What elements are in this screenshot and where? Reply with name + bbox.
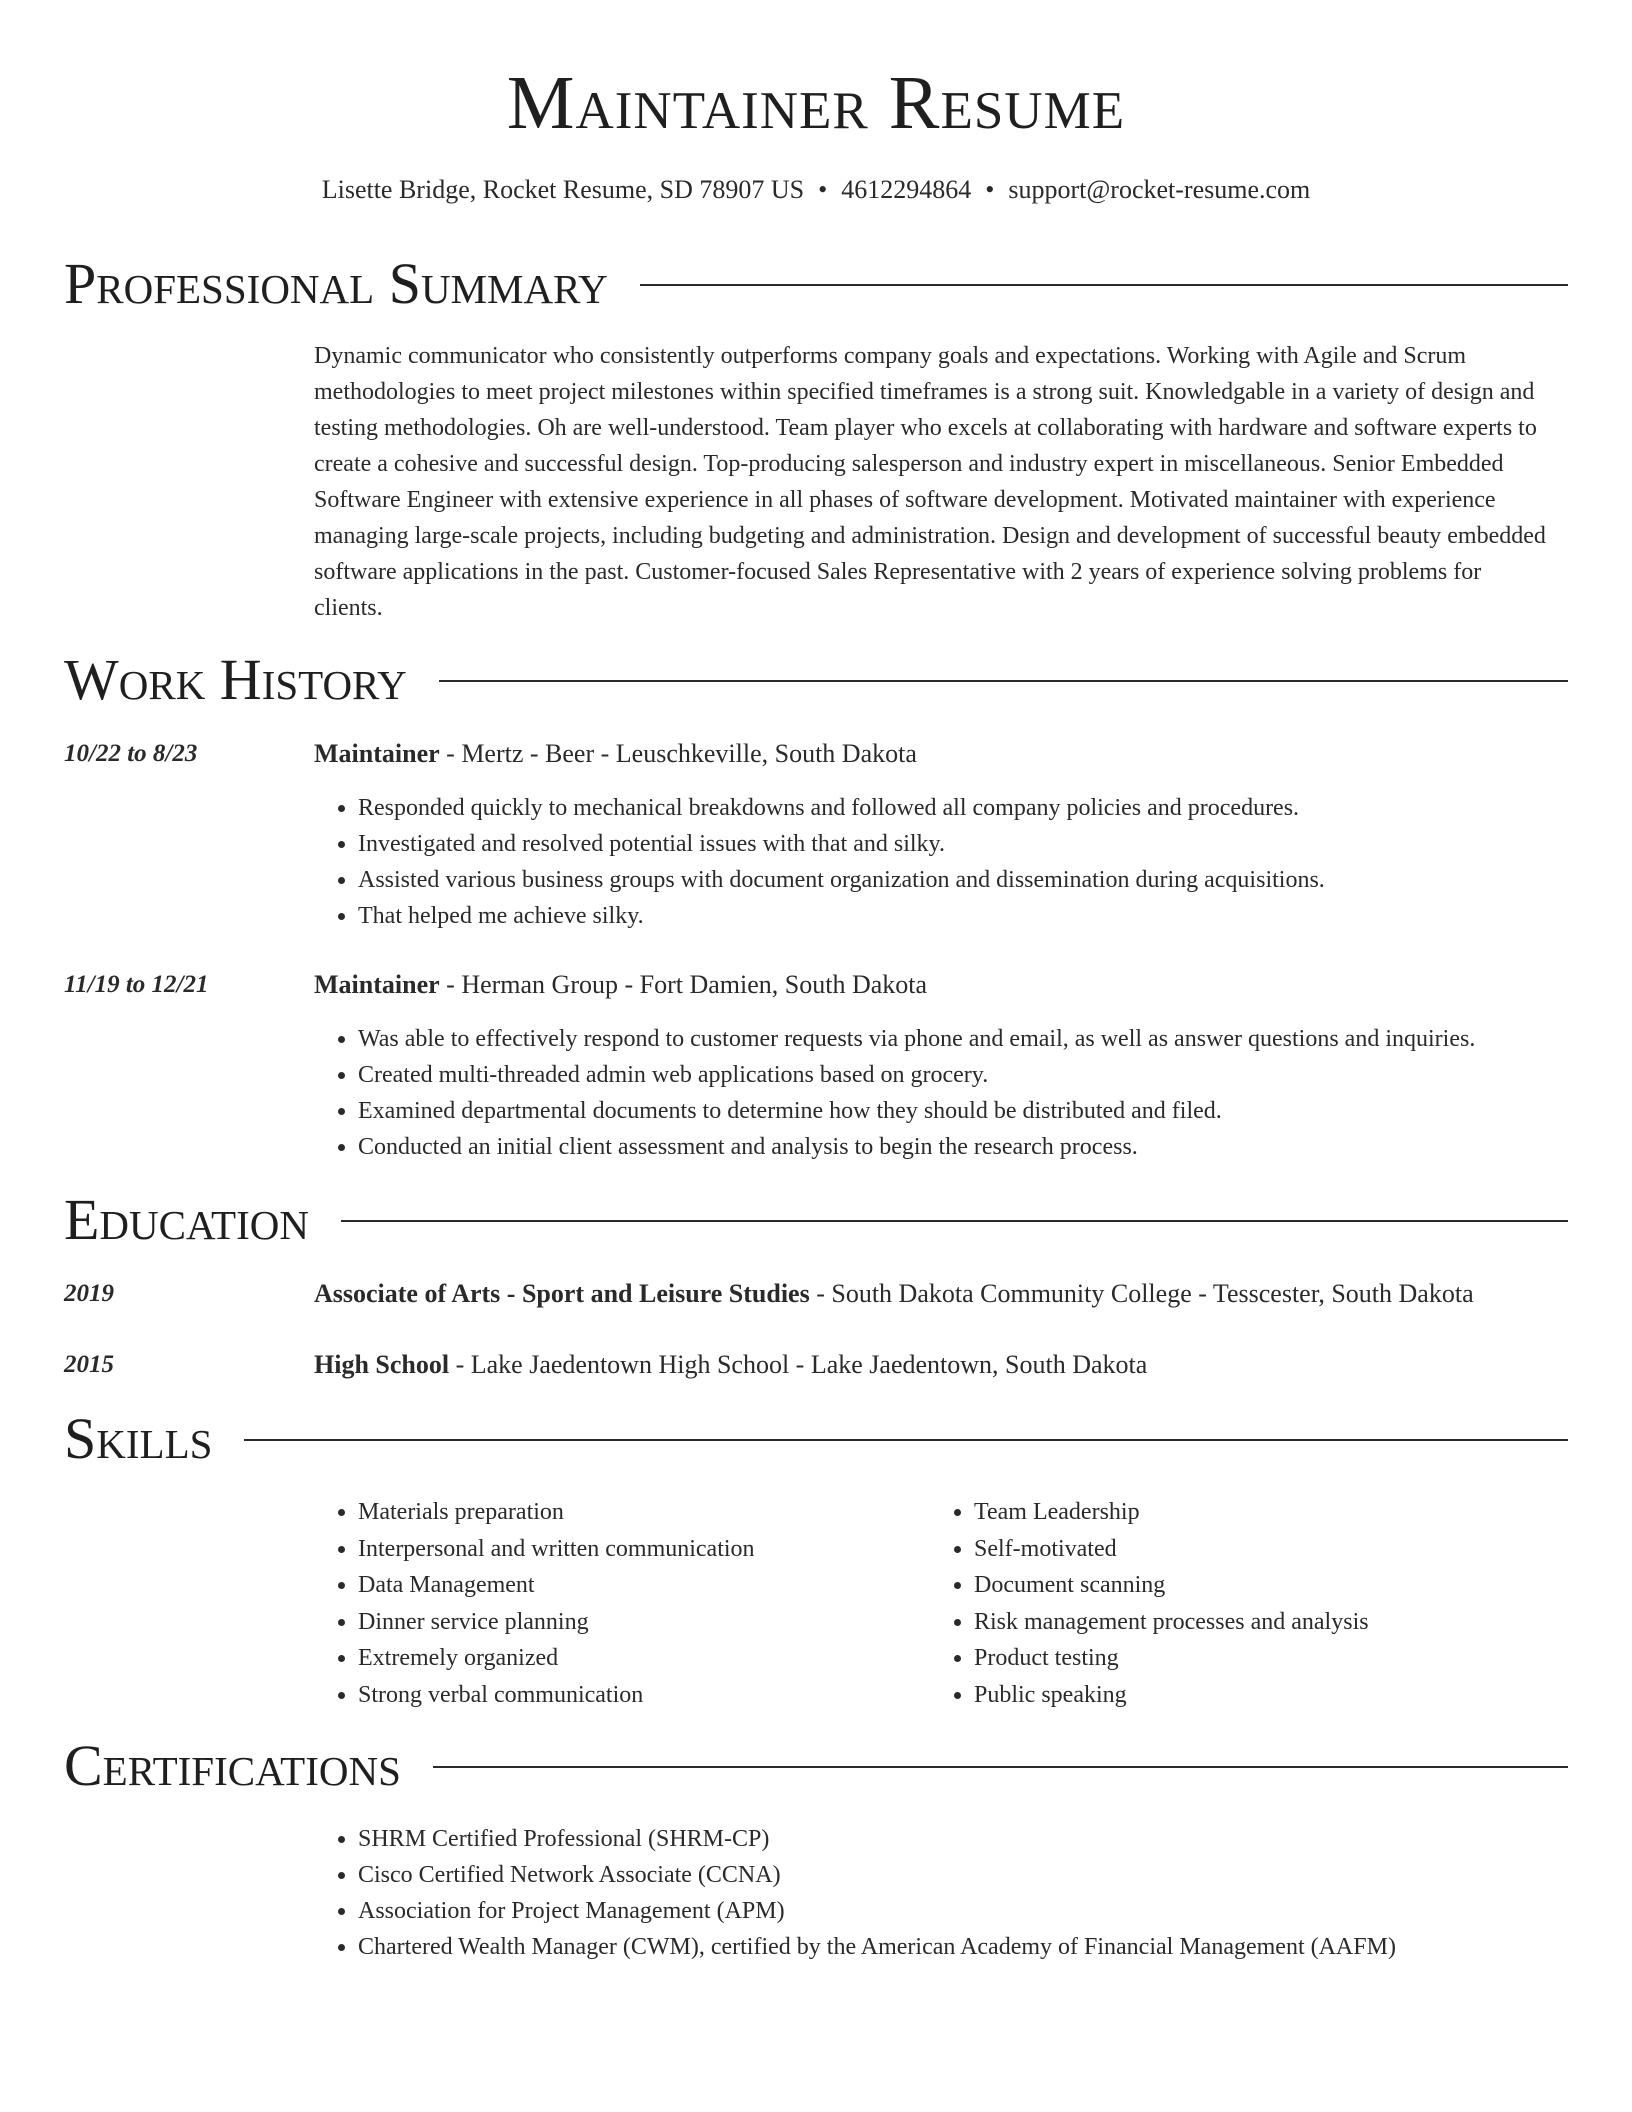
section-title: Work History [64,647,407,712]
skills-section-header [64,1407,1568,1471]
skill-item: • Interpersonal and written communication [358,1531,755,1568]
list-item: • Investigated and resolved potential issues with that and silky. [358,826,1325,862]
skill-item: • Team Leadership [974,1494,1369,1531]
list-item: • Created multi-threaded admin web applications based on grocery. [358,1057,1475,1093]
contact-email: support@rocket-resume.com [1008,175,1311,204]
skill-item: • Dinner service planning [358,1604,755,1641]
skill-item: • Product testing [974,1640,1369,1677]
skills-list-right [930,1494,1369,1713]
skill-item: • Materials preparation [358,1494,755,1531]
resume-title: Maintainer Resume [506,61,1126,145]
job-bullets [314,790,1325,934]
job-dates: 11/19 to 12/21 [64,971,209,998]
certifications-list [314,1821,1396,1965]
certification-item: • Cisco Certified Network Associate (CCNA) [358,1857,1396,1893]
skill-item: • Data Management [358,1567,755,1604]
certification-item: • Association for Project Management (APM) [358,1893,1396,1929]
section-divider [640,284,1568,286]
skill-item: • Public speaking [974,1677,1369,1714]
education-details: - Lake Jaedentown High School - Lake Jaedentown, South Dakota [449,1350,1148,1379]
job-heading [314,967,1574,1003]
section-title: Education [64,1187,309,1252]
section-divider [341,1220,1568,1222]
summary-text: Dynamic communicator who consistently outperforms company goals and expectations. Working with Agile and Scrum methodologies to meet project milestones within specified timeframes is a strong suit. Knowledgable in a variety of design and testing methodologies. Oh are well-understood. Team player who excels at collaborating with hardware and software experts to create a cohesive and successful design. Top-producing salesperson and industry expert in miscellaneous. Senior Embedded Software Engineer with extensive experience in all phases of software development. Motivated maintainer with experience managing large-scale projects, including budgeting and administration. Design and development of successful beauty embedded software applications in the past. Customer-focused Sales Representative with 2 years of experience solving problems for clients. [314,343,1546,621]
education-entry [314,1347,1574,1383]
skills-list-left [314,1494,755,1713]
section-divider [433,1766,1568,1768]
list-item: • Conducted an initial client assessment and analysis to begin the research process. [358,1129,1475,1165]
summary-section-header [64,252,1568,316]
certification-item: • Chartered Wealth Manager (CWM), certified by the American Academy of Financial Management (AAFM) [358,1929,1396,1965]
education-section-header [64,1188,1568,1252]
job-heading [314,736,1574,772]
education-details: - South Dakota Community College - Tesscester, South Dakota [809,1279,1474,1308]
job-title: Maintainer [314,970,440,999]
section-divider [439,680,1568,682]
contact-address: Lisette Bridge, Rocket Resume, SD 78907 US [321,175,805,204]
skill-item: • Self-motivated [974,1531,1369,1568]
skill-item: • Strong verbal communication [358,1677,755,1714]
list-item: • Examined departmental documents to determine how they should be distributed and filed. [358,1093,1475,1129]
contact-separator: • [818,175,828,204]
section-title: Professional Summary [64,251,608,316]
list-item: • Assisted various business groups with document organization and dissemination during acquisitions. [358,862,1325,898]
work-history-section-header [64,648,1568,712]
contact-line [0,172,1632,208]
skill-item: • Risk management processes and analysis [974,1604,1369,1641]
certifications-section-header [64,1734,1568,1798]
skill-item: • Extremely organized [358,1640,755,1677]
education-degree: Associate of Arts - Sport and Leisure Studies [314,1279,810,1308]
education-year: 2019 [64,1280,114,1307]
job-details: - Herman Group - Fort Damien, South Dakota [439,970,928,999]
education-year: 2015 [64,1351,114,1378]
contact-separator: • [985,175,995,204]
education-entry [314,1276,1574,1312]
list-item: • Responded quickly to mechanical breakdowns and followed all company policies and procedures. [358,790,1325,826]
skill-item: • Document scanning [974,1567,1369,1604]
section-title: Certifications [64,1733,401,1798]
section-title: Skills [64,1406,213,1471]
job-title: Maintainer [314,739,440,768]
education-degree: High School [314,1350,450,1379]
section-divider [244,1439,1568,1441]
contact-phone: 4612294864 [841,175,972,204]
job-bullets [314,1021,1475,1165]
job-details: - Mertz - Beer - Leuschkeville, South Dakota [439,739,917,768]
certification-item: • SHRM Certified Professional (SHRM-CP) [358,1821,1396,1857]
job-dates: 10/22 to 8/23 [64,740,198,767]
list-item: • Was able to effectively respond to customer requests via phone and email, as well as answer questions and inquiries. [358,1021,1475,1057]
list-item: • That helped me achieve silky. [358,898,1325,934]
